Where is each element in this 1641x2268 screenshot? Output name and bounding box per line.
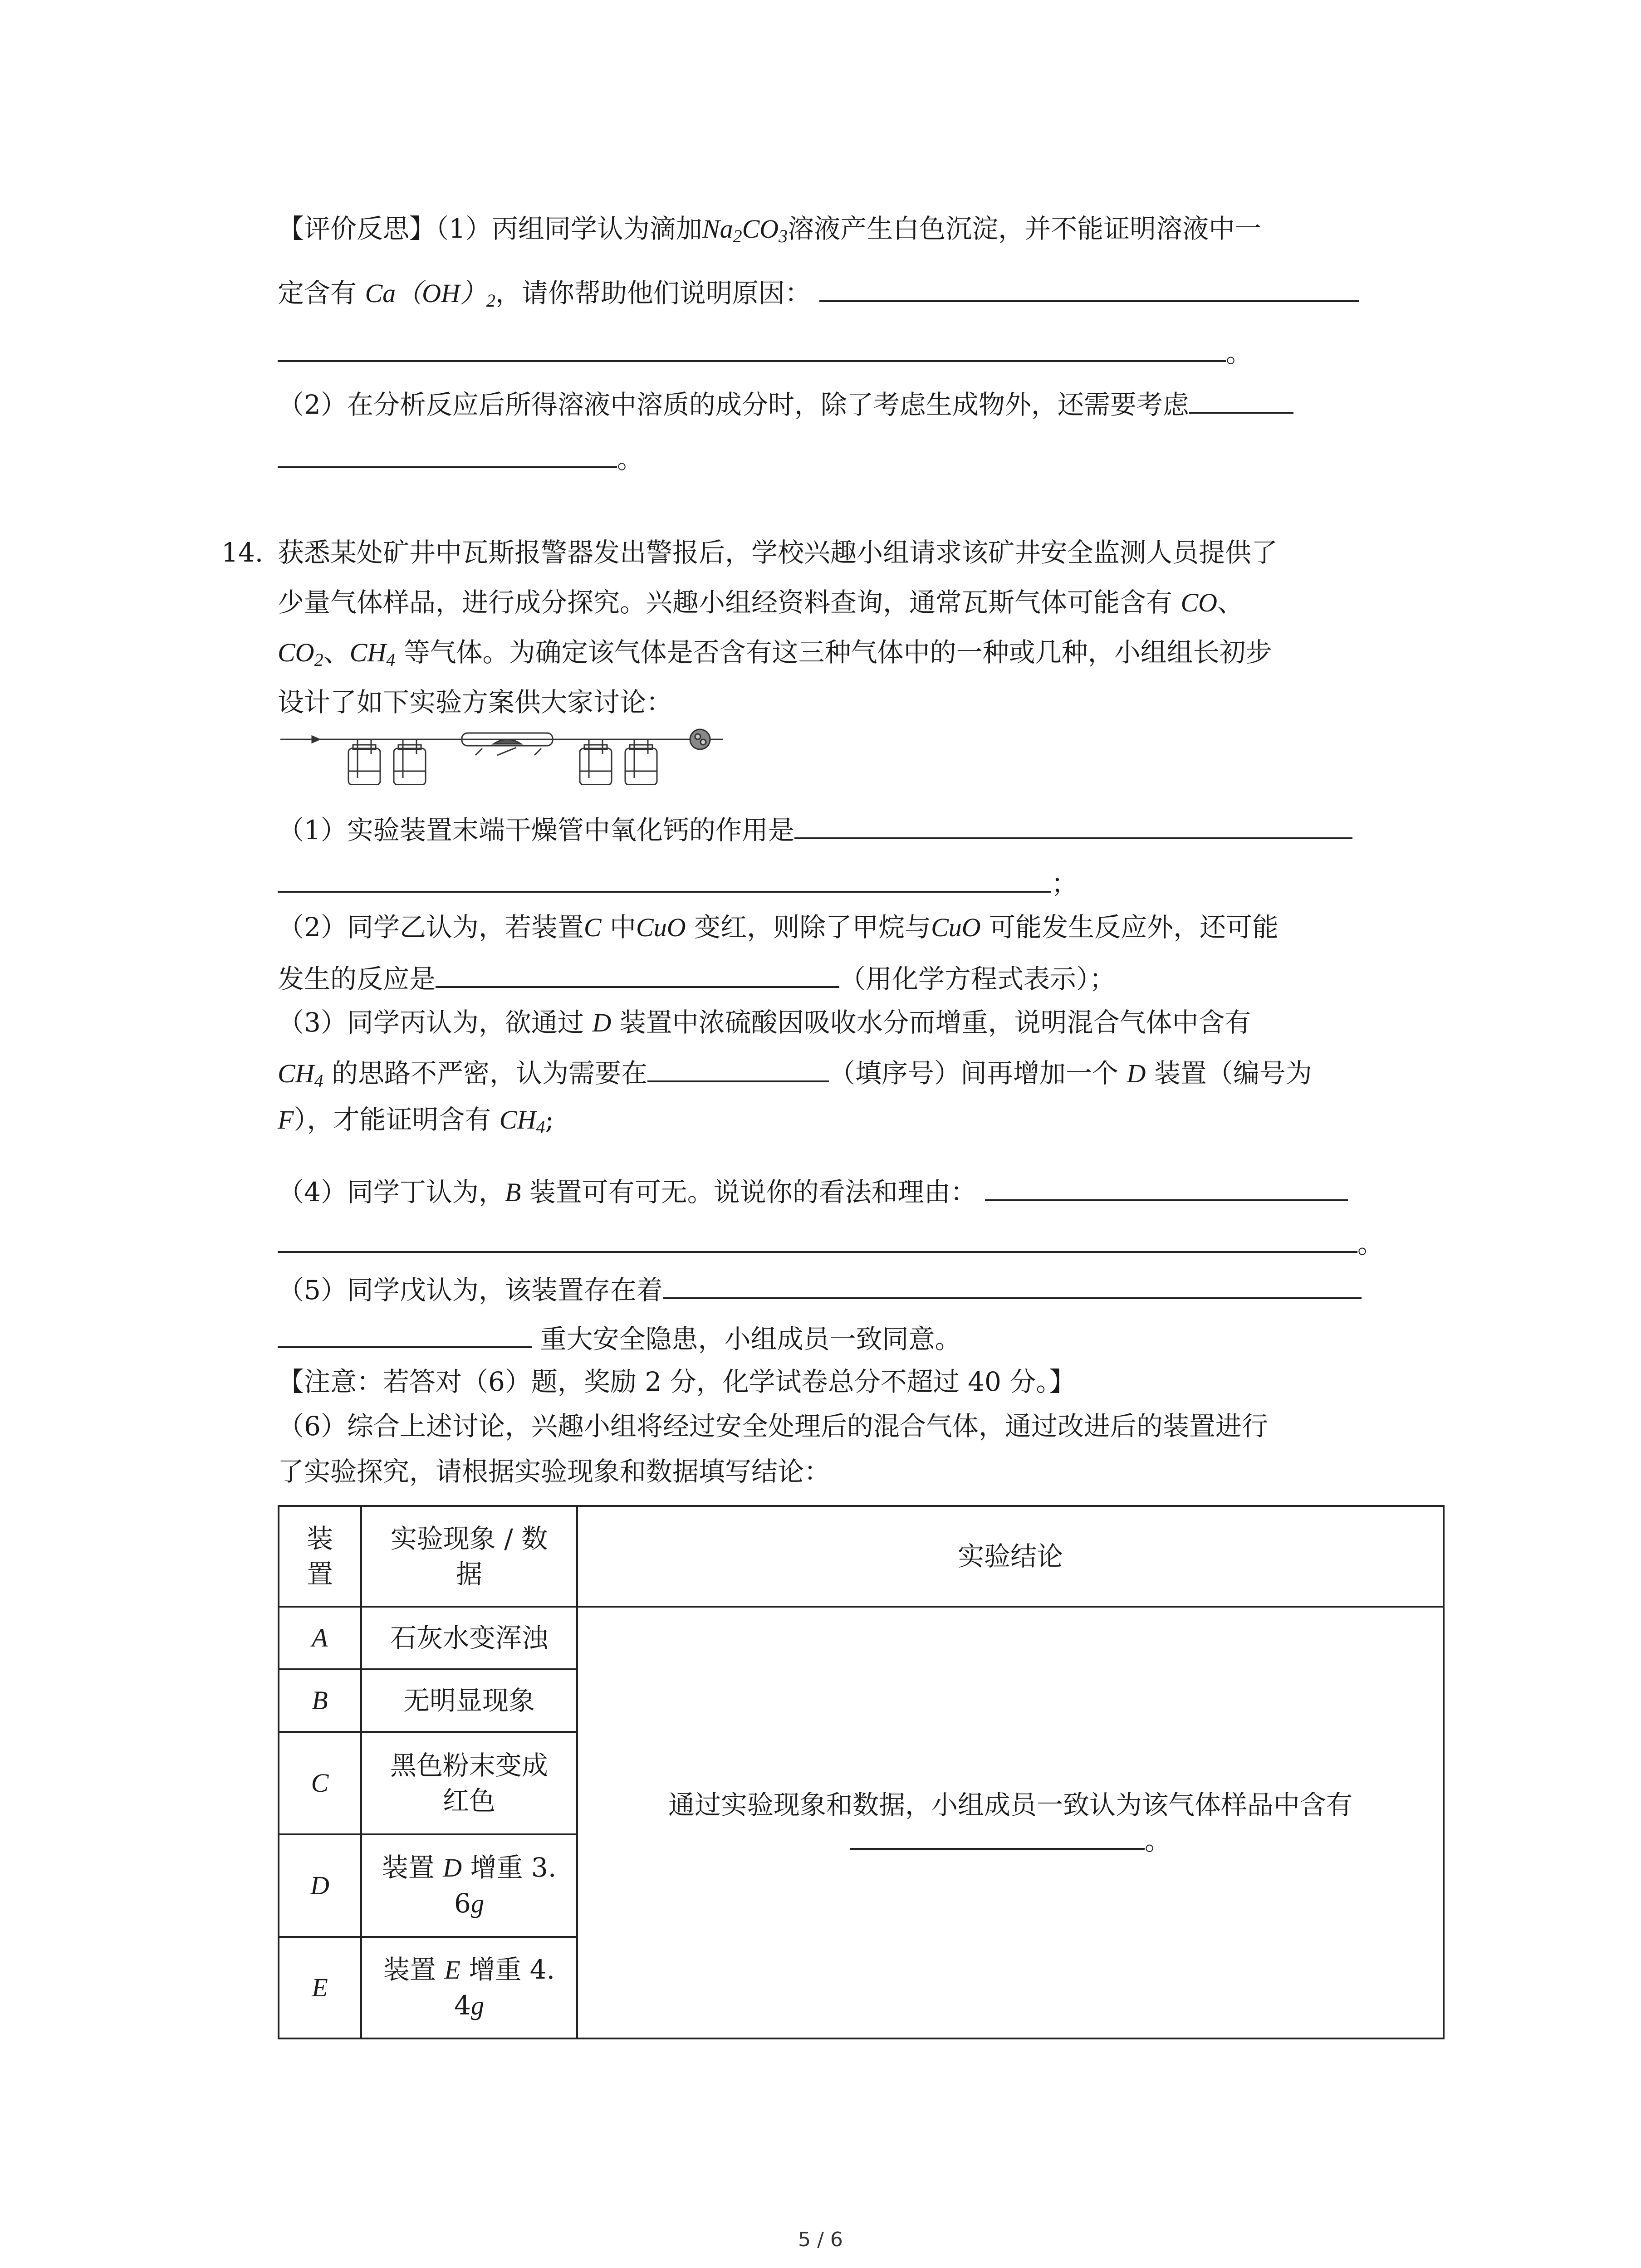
answer-blank[interactable] — [278, 441, 617, 468]
device-cell: E — [279, 1937, 361, 2038]
wash-bottle-b — [394, 739, 426, 785]
answer-blank[interactable] — [850, 1823, 1145, 1850]
answer-blank[interactable] — [794, 812, 1352, 839]
header-observation: 实验现象 / 数 据 — [361, 1506, 577, 1607]
subquestion-2-line-1: （2）同学乙认为，若装置C 中CuO 变红，则除了甲烷与CuO 可能发生反应外，还可能 — [278, 912, 1279, 943]
wash-bottle-d — [580, 739, 612, 785]
observation-cell: 黑色粉末变成 红色 — [361, 1732, 577, 1834]
results-table — [278, 1505, 1445, 2039]
page-number: 5 / 6 — [798, 2228, 843, 2251]
question-text-line-1: 获悉某处矿井中瓦斯报警器发出警报后，学校兴趣小组请求该矿井安全监测人员提供了 — [278, 537, 1278, 568]
subquestion-4-line-2: 。 — [278, 1226, 1384, 1260]
question-text-line-2: 少量气体样品，进行成分探究。兴趣小组经资料查询，通常瓦斯气体可能含有 CO、 — [278, 587, 1244, 618]
subquestion-5-line-2: 重大安全隐患，小组成员一致同意。 — [278, 1321, 961, 1355]
reflection-line-3: 。 — [278, 335, 1252, 369]
answer-blank[interactable] — [663, 1272, 1362, 1299]
answer-blank[interactable] — [819, 275, 1359, 302]
reflection-line-1: 【评价反思】（1）丙组同学认为滴加$Na_2CO_3$溶液产生白色沉淀，并不能证明溶液中一 — [278, 213, 1262, 246]
device-cell: A — [279, 1607, 361, 1669]
subquestion-4-line-1: （4）同学丁认为，B 装置可有可无。说说你的看法和理由： — [278, 1174, 1348, 1209]
device-cell: D — [279, 1834, 361, 1937]
answer-blank[interactable] — [647, 1055, 829, 1082]
subquestion-2-line-2: 发生的反应是 （用化学方程式表示）； — [278, 961, 1116, 995]
reflection-line-5: 。 — [278, 441, 643, 475]
subquestion-6-line-1: （6）综合上述讨论，兴趣小组将经过安全处理后的混合气体，通过改进后的装置进行 — [278, 1411, 1268, 1442]
device-cell: B — [279, 1669, 361, 1732]
subquestion-3-line-2: $CH_4$ 的思路不严密，认为需要在 （填序号）间再增加一个 D 装置（编号为 — [278, 1055, 1312, 1090]
observation-cell: 装置 D 增重 3. 6g — [361, 1834, 577, 1937]
answer-blank[interactable] — [985, 1174, 1348, 1201]
question-text-line-4: 设计了如下实验方案供大家讨论： — [278, 687, 673, 718]
header-conclusion: 实验结论 — [577, 1506, 1444, 1607]
answer-blank[interactable] — [278, 1226, 1357, 1253]
subquestion-1-line-2: ； — [278, 865, 1078, 900]
wash-bottle-a — [348, 739, 380, 785]
observation-cell: 石灰水变浑浊 — [361, 1607, 577, 1669]
answer-blank[interactable] — [278, 865, 1051, 893]
answer-blank[interactable] — [436, 961, 839, 988]
wash-bottle-e — [625, 739, 657, 785]
drying-tube — [671, 729, 723, 749]
subquestion-3-line-1: （3）同学丙认为，欲通过 D 装置中浓硫酸因吸收水分而增重，说明混合气体中含有 — [278, 1007, 1251, 1038]
conclusion-cell: 通过实验现象和数据，小组成员一致认为该气体样品中含有 。 — [577, 1607, 1444, 2038]
combustion-tube-c — [462, 733, 553, 755]
reflection-line-4: （2）在分析反应后所得溶液中溶质的成分时，除了考虑生成物外，还需要考虑 — [278, 386, 1293, 421]
subquestion-5-line-1: （5）同学戊认为，该装置存在着 — [278, 1272, 1362, 1306]
question-number: 14. — [221, 537, 264, 568]
observation-cell: 无明显现象 — [361, 1669, 577, 1732]
answer-blank[interactable] — [278, 335, 1226, 362]
table-header-row — [279, 1506, 1444, 1607]
subquestion-6-line-2: 了实验探究，请根据实验现象和数据填写结论： — [278, 1456, 831, 1487]
experiment-apparatus-figure — [280, 721, 743, 785]
subquestion-3-line-3: F），才能证明含有 $CH_4$; — [278, 1104, 554, 1137]
table-row — [279, 1607, 1444, 1669]
answer-blank[interactable] — [278, 1321, 532, 1348]
subquestion-1-line-1: （1）实验装置末端干燥管中氧化钙的作用是 — [278, 812, 1352, 846]
device-cell: C — [279, 1732, 361, 1834]
header-device: 装 置 — [279, 1506, 361, 1607]
bonus-note: 【注意：若答对（6）题，奖励 2 分，化学试卷总分不超过 40 分。】 — [278, 1366, 1076, 1397]
reflection-line-2: 定含有 $Ca(OH)_2$，请你帮助他们说明原因： — [278, 275, 1359, 310]
question-text-line-3: $CO_2$、$CH_4$ 等气体。为确定该气体是否含有这三种气体中的一种或几种，小组组长初步 — [278, 637, 1272, 670]
answer-blank[interactable] — [1189, 386, 1293, 414]
observation-cell: 装置 E 增重 4. 4g — [361, 1937, 577, 2038]
